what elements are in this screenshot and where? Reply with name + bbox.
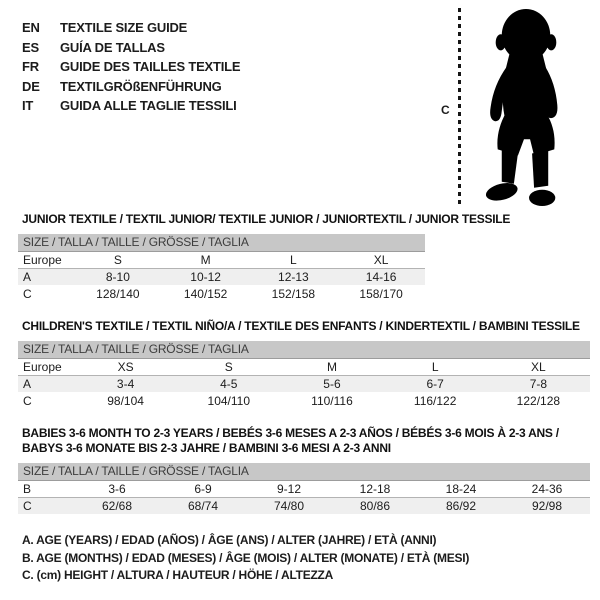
- size-cell: 62/68: [74, 497, 160, 514]
- size-cell: 8-10: [74, 268, 162, 285]
- row-label: C: [23, 393, 32, 408]
- size-cell: 110/116: [311, 393, 353, 408]
- language-label: GUIDE DES TAILLES TEXTILE: [60, 59, 241, 74]
- size-table-block: [18, 319, 590, 409]
- table-header-cell: SIZE / TALLA / TAILLE / GRÖSSE / TAGLIA: [18, 463, 590, 480]
- language-row: [22, 38, 240, 58]
- size-cell: M: [280, 358, 383, 375]
- size-cell: 128/140: [96, 286, 140, 301]
- size-cell: 116/122: [413, 393, 457, 408]
- table-row: [18, 251, 425, 268]
- table-header-row: [18, 463, 590, 480]
- row-label: Europe: [18, 358, 74, 375]
- size-cell: XS: [74, 358, 177, 375]
- language-row: [22, 18, 240, 38]
- size-cell: 12-13: [250, 268, 338, 285]
- size-cell: 68/74: [160, 497, 246, 514]
- size-cell: 152/158: [271, 286, 316, 301]
- table-header-cell: SIZE / TALLA / TAILLE / GRÖSSE / TAGLIA: [18, 234, 425, 251]
- language-row: [22, 96, 240, 116]
- size-table-block: [18, 426, 590, 514]
- language-label: GUIDA ALLE TAGLIE TESSILI: [60, 98, 237, 113]
- row-label: A: [18, 375, 74, 392]
- size-cell: 9-12: [246, 480, 332, 497]
- table-title: BABIES 3-6 MONTH TO 2-3 YEARS / BEBÉS 3-6 MESES A 2-3 AÑOS / BÉBÉS 3-6 MOIS À 2-3 ANS / BABYS 3-6 MONATE BIS 2-3 JAHRE / BAMBINI 3-6 MESI A 2-3 ANNI: [22, 426, 559, 455]
- size-table: [18, 463, 590, 514]
- size-cell: S: [74, 251, 162, 268]
- language-label: GUÍA DE TALLAS: [60, 39, 165, 55]
- size-cell: L: [384, 358, 487, 375]
- size-cell: XL: [487, 358, 590, 375]
- size-cell: 4-5: [177, 375, 280, 392]
- size-cell: 80/86: [332, 497, 418, 514]
- size-cell: 6-9: [160, 480, 246, 497]
- language-label: TEXTILE SIZE GUIDE: [60, 20, 188, 35]
- size-cell: XL: [337, 251, 425, 268]
- size-cell: 74/80: [246, 497, 332, 514]
- table-row: [18, 285, 425, 302]
- size-cell: 104/110: [207, 393, 251, 408]
- size-cell: 7-8: [487, 375, 590, 392]
- toddler-silhouette-icon: [470, 8, 582, 210]
- footnote-line: A. AGE (YEARS) / EDAD (AÑOS) / ÂGE (ANS) / ALTER (JAHRE) / ETÀ (ANNI): [22, 533, 437, 547]
- size-cell: 3-6: [74, 480, 160, 497]
- size-table: [18, 341, 590, 409]
- language-code: ES: [22, 39, 39, 55]
- language-code: DE: [22, 78, 40, 94]
- row-label: C: [18, 497, 74, 514]
- size-cell: 10-12: [162, 268, 250, 285]
- language-label: TEXTILGRÖßENFÜHRUNG: [60, 78, 222, 94]
- size-cell: 14-16: [337, 268, 425, 285]
- size-cell: M: [162, 251, 250, 268]
- size-cell: 98/104: [107, 393, 144, 408]
- size-cell: 12-18: [332, 480, 418, 497]
- language-code: IT: [22, 98, 34, 113]
- table-row: [18, 268, 425, 285]
- size-cell: 122/128: [516, 393, 561, 408]
- table-title: CHILDREN'S TEXTILE / TEXTIL NIÑO/A / TEXTILE DES ENFANTS / KINDERTEXTIL / BAMBINI TESSILE: [22, 319, 580, 333]
- top-section: [22, 12, 592, 210]
- language-code: FR: [22, 59, 39, 74]
- table-header-cell: SIZE / TALLA / TAILLE / GRÖSSE / TAGLIA: [18, 341, 590, 358]
- footnote-line: C. (cm) HEIGHT / ALTURA / HAUTEUR / HÖHE / ALTEZZA: [22, 568, 334, 582]
- footnotes: [22, 532, 469, 585]
- language-list: [22, 18, 240, 116]
- size-cell: L: [250, 251, 338, 268]
- size-cell: 6-7: [384, 375, 487, 392]
- height-measure-label: C: [441, 103, 450, 117]
- height-dotted-line: [458, 8, 461, 206]
- size-cell: 18-24: [418, 480, 504, 497]
- language-row: [22, 57, 240, 77]
- size-cell: 158/170: [359, 286, 403, 301]
- table-row: [18, 497, 590, 514]
- table-row: [18, 392, 590, 409]
- table-title: JUNIOR TEXTILE / TEXTIL JUNIOR/ TEXTILE JUNIOR / JUNIORTEXTIL / JUNIOR TESSILE: [22, 212, 511, 226]
- table-header-row: [18, 234, 425, 251]
- size-cell: 24-36: [504, 480, 590, 497]
- size-cell: S: [177, 358, 280, 375]
- size-cell: 92/98: [504, 497, 590, 514]
- table-row: [18, 480, 590, 497]
- row-label: C: [23, 286, 32, 301]
- size-table-block: [18, 212, 590, 302]
- size-cell: 140/152: [183, 286, 228, 301]
- height-figure: [441, 6, 586, 212]
- tables-section: [18, 212, 590, 531]
- footnote-line: B. AGE (MONTHS) / EDAD (MESES) / ÂGE (MOIS) / ALTER (MONATE) / ETÀ (MESI): [22, 550, 470, 565]
- table-row: [18, 358, 590, 375]
- row-label: A: [18, 268, 74, 285]
- language-code: EN: [22, 20, 40, 35]
- size-cell: 3-4: [74, 375, 177, 392]
- row-label: Europe: [18, 251, 74, 268]
- size-cell: 86/92: [418, 497, 504, 514]
- language-row: [22, 77, 240, 97]
- size-table: [18, 234, 425, 302]
- row-label: B: [18, 480, 74, 497]
- table-header-row: [18, 341, 590, 358]
- size-cell: 5-6: [280, 375, 383, 392]
- table-row: [18, 375, 590, 392]
